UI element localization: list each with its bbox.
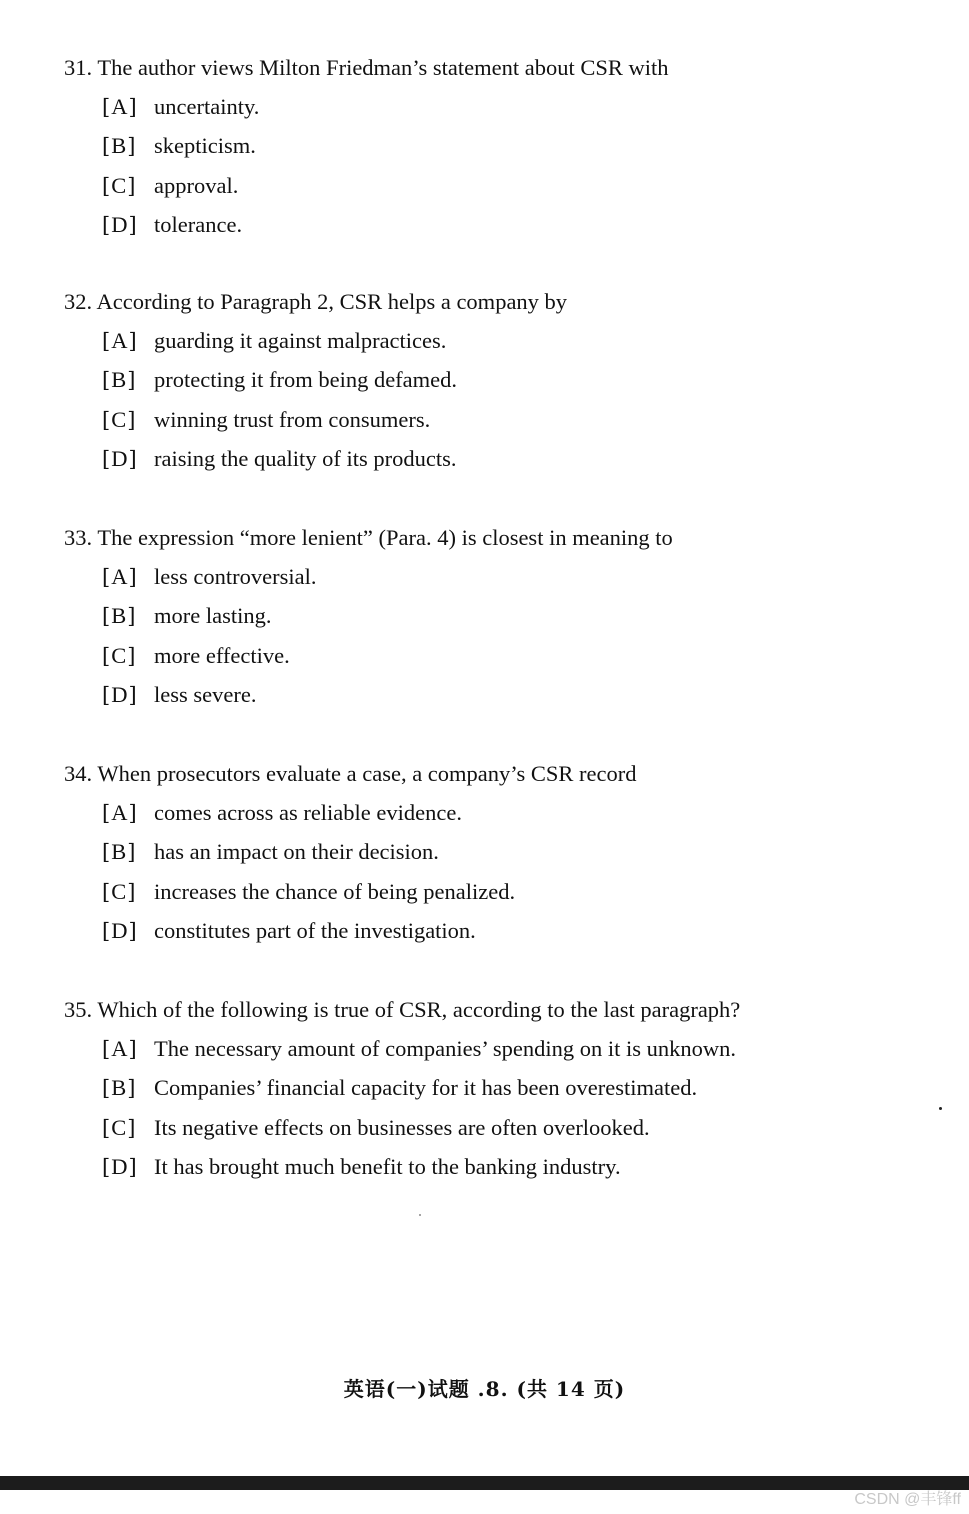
option-text: increases the chance of being penalized. [154,878,516,904]
option-b[interactable] [102,1073,944,1112]
option-text: uncertainty. [154,94,260,119]
option-text: raising the quality of its products. [154,445,457,471]
question-number: 34. [64,761,93,786]
page-footer: 英语(一)试题 .8. (共 14 页) [343,1377,626,1401]
question-35 [64,995,944,1191]
question-text: According to Paragraph 2, CSR helps a company by [96,289,568,314]
option-c[interactable] [102,641,944,680]
option-text: has an impact on their decision. [154,839,439,865]
question-number: 35. [64,997,93,1022]
question-text: Which of the following is true of CSR, according to the last paragraph? [97,997,741,1022]
option-a[interactable] [102,798,944,837]
option-b[interactable] [102,365,944,404]
option-text: more lasting. [154,603,272,629]
question-stem [64,53,944,83]
option-letter: [B] [102,603,137,629]
option-letter: [C] [102,878,137,904]
question-number: 33. [64,525,93,550]
option-d[interactable] [102,916,944,955]
option-a[interactable] [102,562,944,601]
option-letter: [D] [102,681,138,707]
option-text: more effective. [154,642,290,668]
question-text: The author views Milton Friedman’s statement about CSR with [97,55,669,80]
option-letter: [A] [102,800,138,825]
option-text: tolerance. [154,211,243,237]
option-letter: [C] [102,1114,137,1140]
question-text: When prosecutors evaluate a case, a company’s CSR record [97,761,637,786]
question-34 [64,759,944,955]
option-d[interactable] [102,210,944,249]
option-letter: [D] [102,445,138,471]
option-text: constitutes part of the investigation. [154,917,476,943]
question-33 [64,523,944,719]
option-letter: [D] [102,917,138,943]
option-letter: [D] [102,211,138,237]
option-list [64,326,944,483]
option-letter: [B] [102,367,137,393]
option-letter: [C] [102,172,137,198]
option-text: winning trust from consumers. [154,406,431,432]
question-text: The expression “more lenient” (Para. 4) is closest in meaning to [97,525,673,550]
option-b[interactable] [102,131,944,170]
option-c[interactable] [102,171,944,210]
option-text: approval. [154,172,239,198]
option-text: less controversial. [154,564,317,589]
option-letter: [A] [102,564,138,589]
option-text: Companies’ financial capacity for it has been overestimated. [154,1075,698,1101]
option-list [64,1034,944,1191]
option-list [64,798,944,955]
option-a[interactable] [102,92,944,131]
watermark: CSDN @丰锋ff [854,1491,961,1508]
option-letter: [A] [102,94,138,119]
option-letter: [A] [102,1036,138,1061]
option-text: guarding it against malpractices. [154,328,447,353]
question-31 [64,53,944,249]
option-d[interactable] [102,444,944,483]
option-letter: [B] [102,133,137,159]
question-number: 31. [64,55,93,80]
option-text: less severe. [154,681,257,707]
option-c[interactable] [102,405,944,444]
option-list [64,92,944,249]
question-number: 32. [64,289,93,314]
option-d[interactable] [102,680,944,719]
question-stem [64,523,944,553]
question-stem [64,995,944,1025]
option-c[interactable] [102,877,944,916]
scan-speck [419,1214,421,1216]
option-c[interactable] [102,1113,944,1152]
option-letter: [C] [102,642,137,668]
scan-speck [939,1107,942,1110]
option-letter: [C] [102,406,137,432]
option-b[interactable] [102,601,944,640]
option-text: protecting it from being defamed. [154,367,458,393]
question-32 [64,287,944,483]
option-b[interactable] [102,837,944,876]
option-text: comes across as reliable evidence. [154,800,462,825]
bottom-bar [0,1476,969,1490]
option-a[interactable] [102,326,944,365]
option-text: The necessary amount of companies’ spending on it is unknown. [154,1036,736,1061]
option-letter: [A] [102,328,138,353]
option-text: It has brought much benefit to the banking industry. [154,1153,621,1179]
option-d[interactable] [102,1152,944,1191]
question-stem [64,759,944,789]
option-text: skepticism. [154,133,256,159]
option-letter: [D] [102,1153,138,1179]
option-a[interactable] [102,1034,944,1073]
option-letter: [B] [102,1075,137,1101]
question-stem [64,287,944,317]
option-letter: [B] [102,839,137,865]
option-list [64,562,944,719]
option-text: Its negative effects on businesses are often overlooked. [154,1114,650,1140]
